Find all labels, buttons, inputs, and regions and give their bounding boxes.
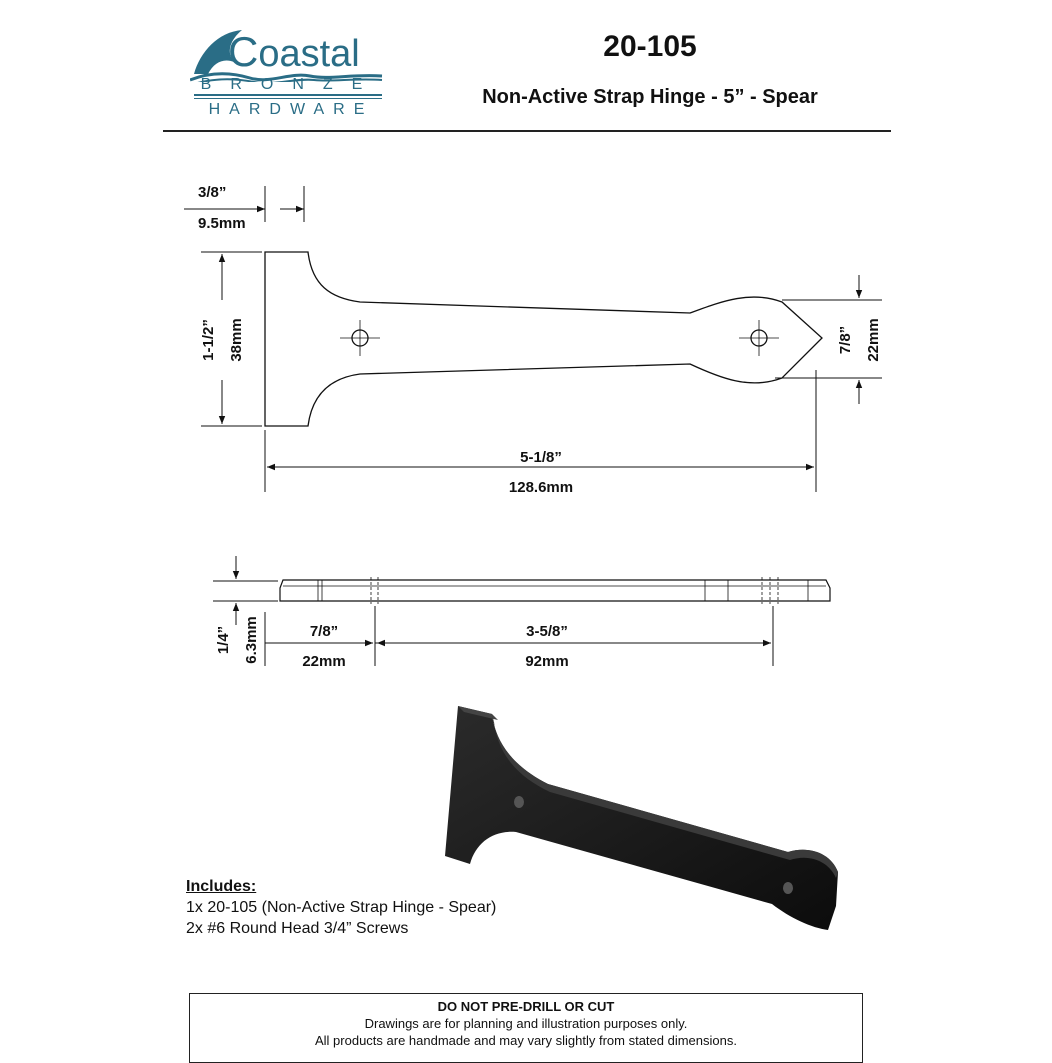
includes-item: 2x #6 Round Head 3/4” Screws [186,920,409,937]
part-number: 20-105 [603,30,697,63]
dim-height-in: 1-1/2” [200,319,217,361]
brand-initial: C [228,28,259,75]
render-hole-right [783,882,793,894]
dim-hole-offset-in: 7/8” [309,623,339,640]
render-hole-left [514,796,524,808]
dim-profile-in: 1/4” [215,625,232,655]
includes-heading: Includes: [186,878,257,895]
dim-hole-spacing-mm: 92mm [525,653,569,670]
notice-box [189,993,863,1063]
includes-item: 1x 20-105 (Non-Active Strap Hinge - Spear) [186,899,497,916]
dim-hole-spacing-in: 3-5/8” [526,623,568,640]
notice-line-2: All products are handmade and may vary slightly from stated dimensions. [315,1033,737,1048]
brand-line-bronze: BRONZE [200,76,382,93]
dim-thickness-in: 3/8” [198,184,227,201]
dim-length-in: 5-1/8” [520,449,562,466]
brand-word: oastal [258,33,360,75]
dim-length [265,370,816,492]
notice-heading: DO NOT PRE-DRILL OR CUT [437,999,615,1014]
dim-length-mm: 128.6mm [508,479,574,496]
dim-profile-mm: 6.3mm [243,616,260,664]
includes-section [186,876,496,939]
hinge-top-view [265,252,822,426]
hinge-product-render [445,706,838,930]
dim-profile [213,556,278,625]
hinge-side-view [280,577,830,604]
brand-line-hardware: HARDWARE [208,101,374,118]
part-title: Non-Active Strap Hinge - 5” - Spear [482,86,818,108]
dim-thickness-mm: 9.5mm [198,215,246,232]
dim-tip-mm: 22mm [865,318,882,362]
dim-height-mm: 38mm [228,318,245,362]
dim-tip-in: 7/8” [837,325,854,355]
notice-line-1: Drawings are for planning and illustration purposes only. [364,1016,688,1031]
dim-hole-offset-mm: 22mm [302,653,346,670]
